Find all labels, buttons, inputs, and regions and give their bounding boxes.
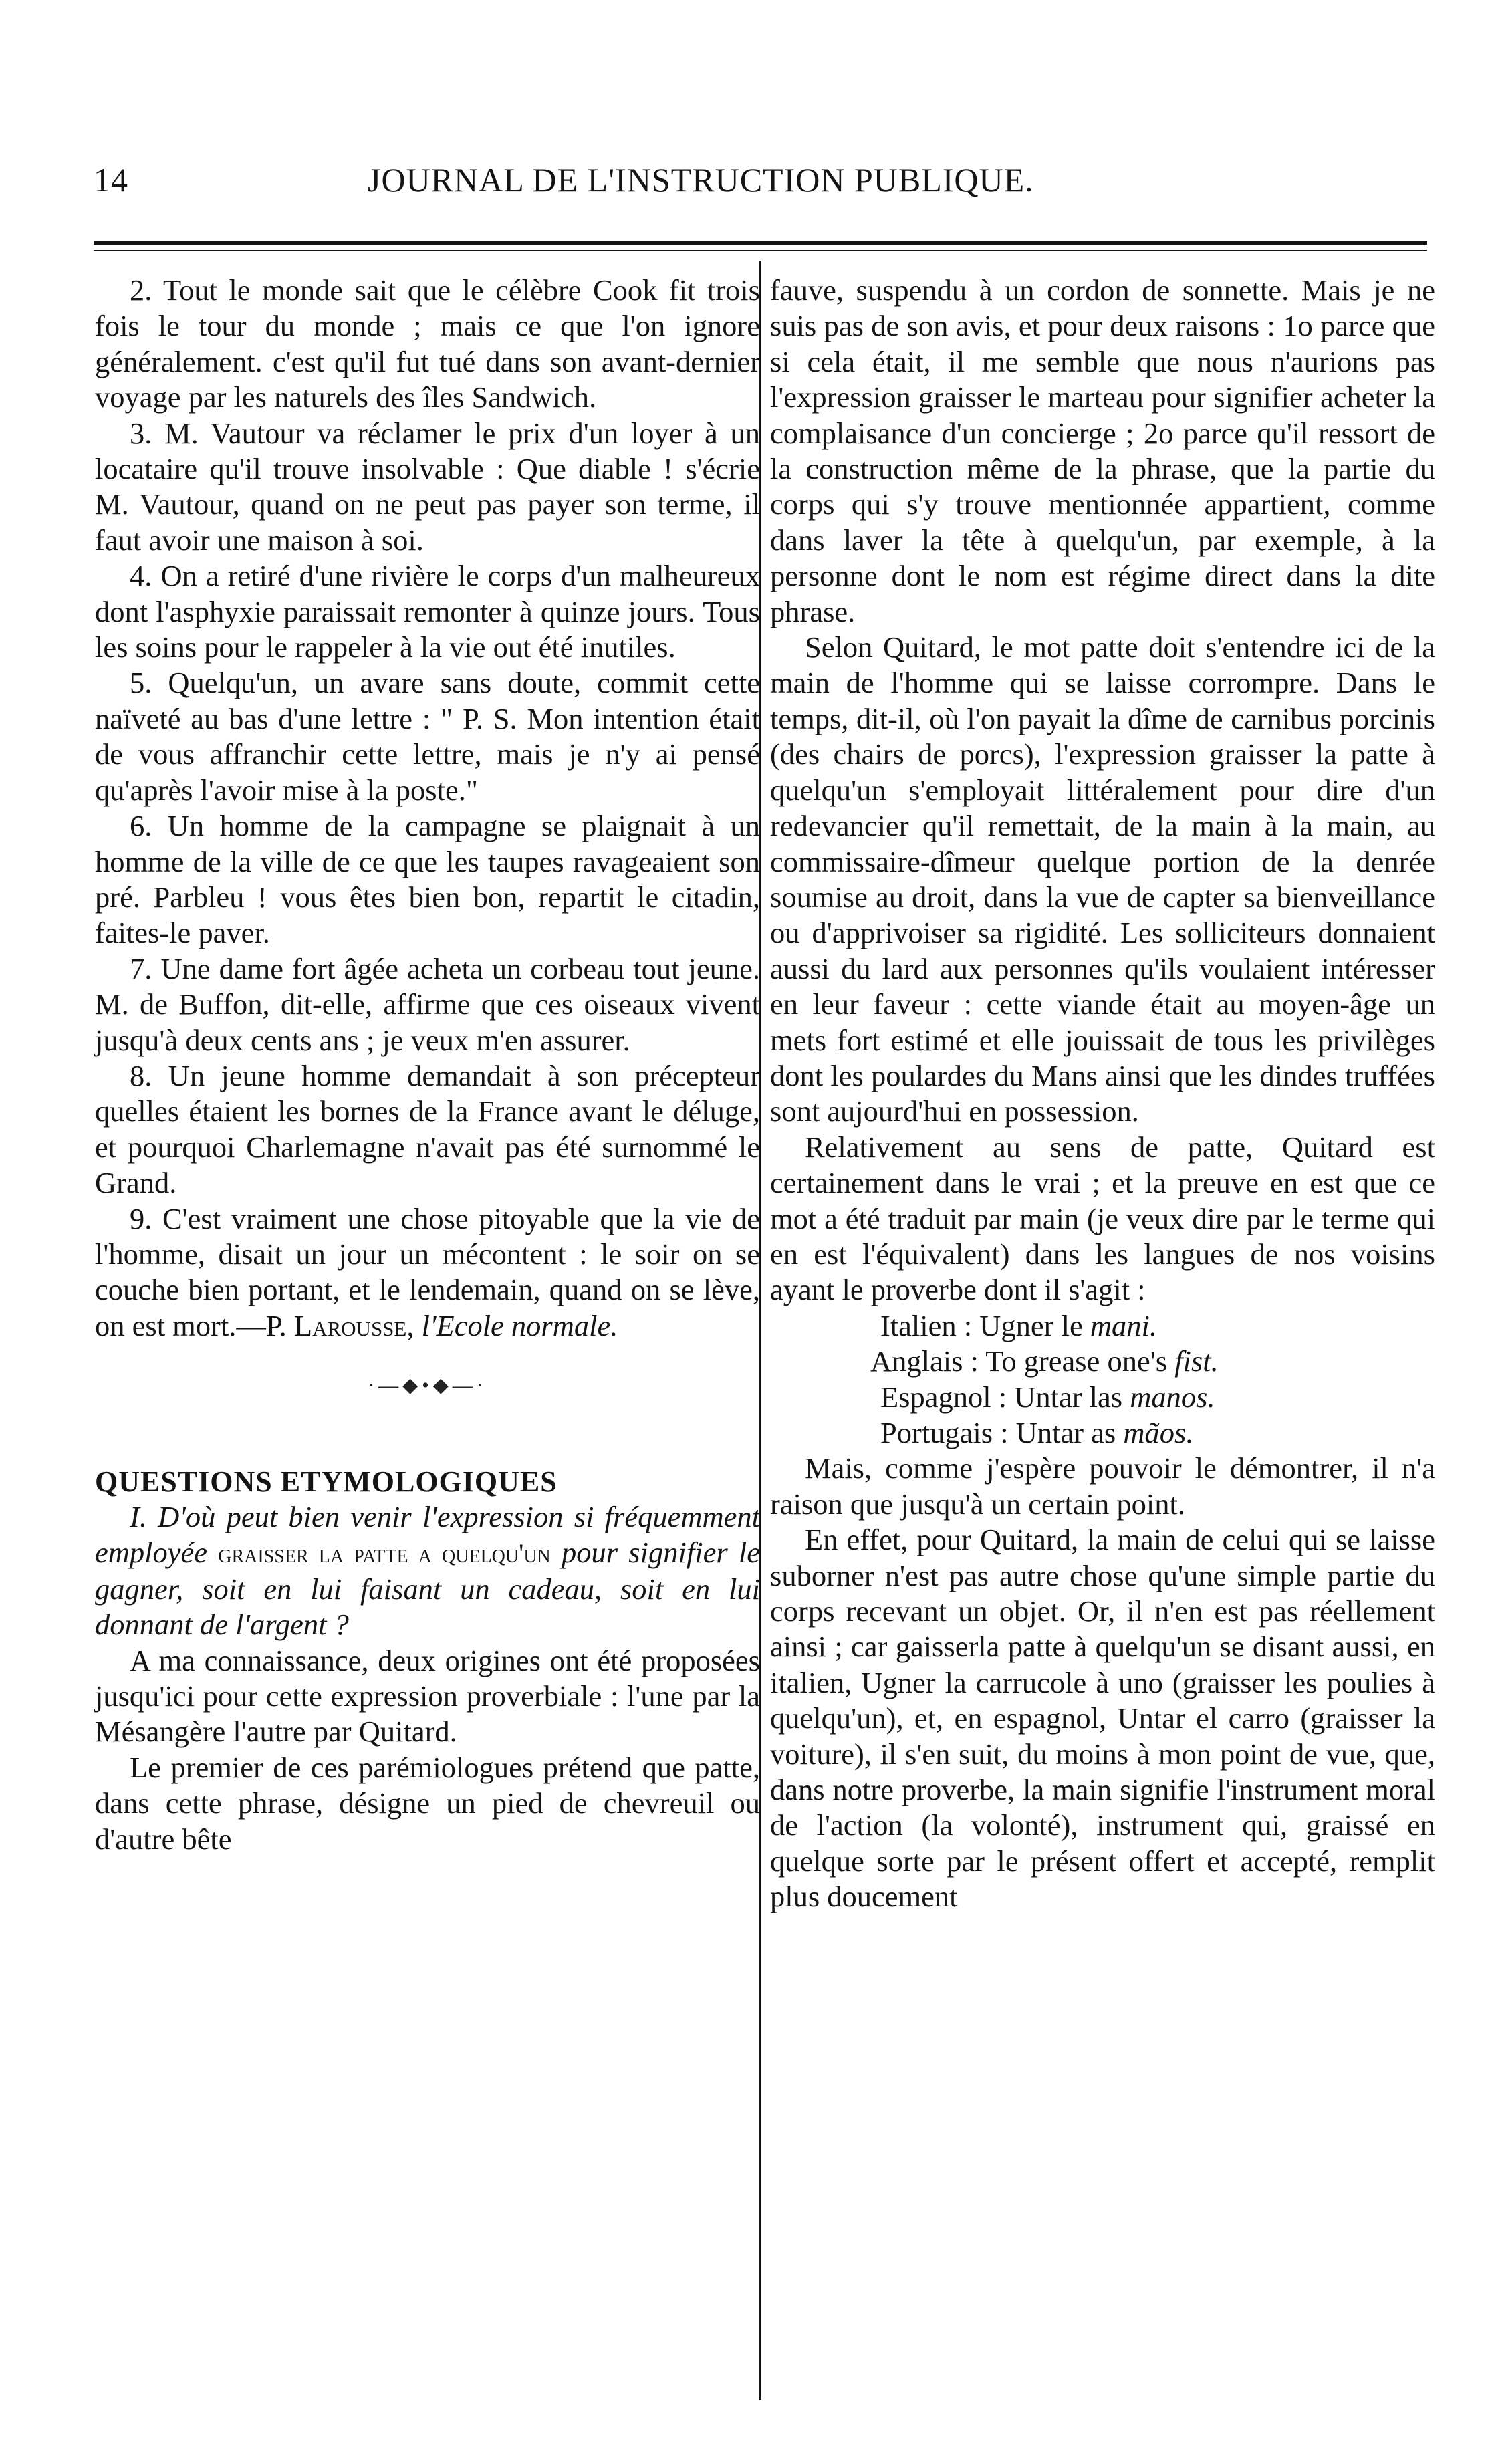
proverb-item [770,1415,1435,1451]
paragraph-first-author: Le premier de ces parémiologues prétend que patte, dans cette phrase, désigne un pied de chevreuil ou d'autre bête [95,1750,760,1856]
section-title: QUESTIONS ETYMOLOGIQUES [95,1465,557,1498]
header-rule [94,241,1427,245]
anecdote-9-text: 9. C'est vraiment une chose pitoyable que la vie de l'homme, disait un jour un mécontent : le soir on se couche bien portant, et le lendemain, quand on se lève, on est mort.—P. [95,1201,760,1342]
proverb-item [770,1380,1435,1415]
proverb-item [770,1308,1435,1344]
paragraph-relative: Relativement au sens de patte, Quitard est certainement dans le vrai ; et la preuve en est que ce mot a été traduit par main (je veux dire par le terme qui en est l'équivalent) dans les langues de nos voisins ayant le proverbe dont il s'agit : [770,1130,1435,1307]
anecdote-9 [95,1201,760,1344]
paragraph-continuation: fauve, suspendu à un cordon de sonnette. Mais je ne suis pas de son avis, et pour deux raisons : 1o parce que si cela était, il me semble que nous n'aurions pas l'expression graisser le marteau pour signifier acheter la complaisance d'un concierge ; 2o parce qu'il ressort de la construction même de la phrase, que la partie du corps qui s'y trouve mentionnée appartient, comme dans laver la tête à quelqu'un, par exemple, à la personne dont le nom est régime direct dans la dite phrase. [770,273,1435,628]
proverb-lang: Espagnol : [880,1380,1007,1414]
anecdote-5: 5. Quelqu'un, un avare sans doute, commit cette naïveté au bas d'une lettre : " P. S. Mon intention était de vous affranchir cette lettre, mais je n'y ai pensé qu'après l'avoir mise à la poste." [95,666,760,807]
proverb-text: Untar as [1015,1416,1124,1449]
left-column [95,273,760,1857]
proverb-lang: Anglais : [870,1344,979,1378]
anecdote-9-source: l'Ecole normale. [421,1308,618,1342]
journal-title: JOURNAL DE L'INSTRUCTION PUBLIQUE. [368,161,1034,199]
proverb-list [770,1308,1435,1451]
proverb-lang: Portugais : [880,1416,1009,1449]
anecdote-8: 8. Un jeune homme demandait à son précepteur quelles étaient les bornes de la France avant le déluge, et pourquoi Charlemagne n'avait pas été surnommé le Grand. [95,1058,760,1200]
question-part-1: I. D'où peut bien venir l'expression si fréquemment employée [95,1500,760,1570]
paragraph-quitard: Selon Quitard, le mot patte doit s'entendre ici de la main de l'homme qui se laisse corrompre. Dans le temps, dit-il, où l'on payait la dîme de carnibus porcinis (des chairs de porcs), l'expression graisser la patte à quelqu'un s'employait littéralement pour dire d'un redevancier qu'il remettait, de la main à la main, au commissaire-dîmeur quelque portion de la denrée soumise au droit, dans la vue de capter sa bienveillance ou d'apprivoiser sa rigidité. Les solliciteurs donnaient aussi du lard aux personnes qu'ils voulaient intéresser en leur faveur : cette viande était au moyen-âge un mets fort estimé et elle jouissait de tous les privilèges dont les poulardes du Mans ainsi que les dindes truffées sont aujourd'hui en possession. [770,630,1435,1128]
anecdote-9-separator: , [406,1308,422,1342]
proverb-lang: Italien : [880,1308,973,1342]
anecdote-7: 7. Une dame fort âgée acheta un corbeau tout jeune. M. de Buffon, dit-elle, affirme que ces oiseaux vivent jusqu'à deux cents ans ; je veux m'en assurer. [95,951,760,1057]
proverb-text: Untar las [1014,1380,1130,1414]
proverb-item [770,1344,1435,1379]
etymology-question [95,1499,760,1643]
proverb-word: manos. [1130,1380,1215,1414]
header-rule-thin [94,250,1427,251]
anecdote-9-author: Larousse [293,1308,407,1342]
paragraph-origins: A ma connaissance, deux origines ont été proposées jusqu'ici pour cette expression proverbiale : l'une par la Mésangère l'autre par Quitard. [95,1643,760,1749]
page-header [94,160,1424,214]
anecdote-2: 2. Tout le monde sait que le célèbre Cook fit trois fois le tour du monde ; mais ce que l'on ignore généralement. c'est qu'il fut tué dans son avant-dernier voyage par les naturels des îles Sandwich. [95,273,760,414]
section-ornament: ·—◆•◆—· [368,1374,487,1397]
paragraph-but: Mais, comme j'espère pouvoir le démontrer, il n'a raison que jusqu'à un certain point. [770,1451,1435,1521]
proverb-word: mani. [1090,1308,1157,1342]
anecdote-4: 4. On a retiré d'une rivière le corps d'un malheureux dont l'asphyxie paraissait remonter à quinze jours. Tous les soins pour le rappeler à la vie out été inutiles. [95,559,760,664]
proverb-word: fist. [1174,1344,1219,1378]
question-part-2: pour signifier le gagner, soit en lui faisant un cadeau, soit en lui donnant de l'argent ? [95,1535,760,1642]
paragraph-effect: En effet, pour Quitard, la main de celui qui se laisse suborner n'est pas autre chose qu'une simple partie du corps recevant un objet. Or, il n'en est pas réellement ainsi ; car gaisserla patte à quelqu'un se disant aussi, en italien, Ugner la carrucole à uno (graisser les poulies à quelqu'un), et, en espagnol, Untar el carro (graisser la voiture), il s'en suit, du moins à mon point de vue, que, dans notre proverbe, la main signifie l'instrument moral de l'action (la volonté), instrument qui, graissé en quelque sorte par le présent offert et accepté, remplit plus doucement [770,1523,1435,1914]
anecdote-6: 6. Un homme de la campagne se plaignait à un homme de la ville de ce que les taupes ravageaient son pré. Parbleu ! vous êtes bien bon, repartit le citadin, faites-le paver. [95,809,760,950]
proverb-text: To grease one's [985,1344,1175,1378]
question-expression: graisser la patte a quelqu'un [218,1538,551,1569]
proverb-word: mãos. [1123,1416,1194,1449]
page-number: 14 [94,161,128,199]
right-column [770,273,1435,1915]
anecdote-3: 3. M. Vautour va réclamer le prix d'un loyer à un locataire qu'il trouve insolvable : Que diable ! s'écrie M. Vautour, quand on ne peut pas payer son terme, il faut avoir une maison à soi. [95,416,760,557]
proverb-text: Ugner le [979,1308,1090,1342]
